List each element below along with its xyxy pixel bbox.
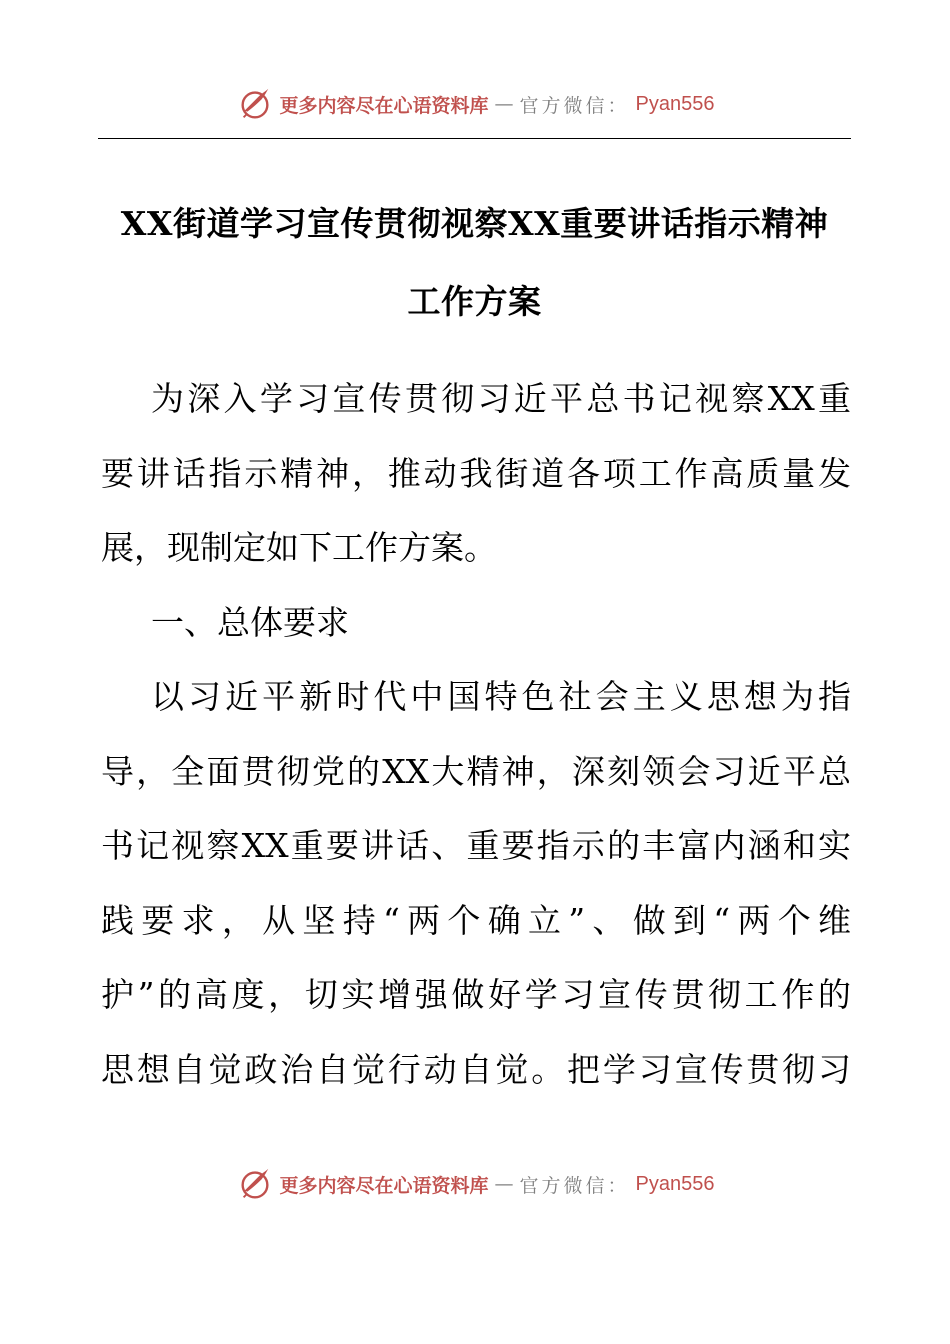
body-line: 展，现制定如下工作方案。: [101, 528, 497, 567]
body-line: 思想自觉政治自觉行动自觉。把学习宣传贯彻习: [101, 1049, 851, 1089]
banner-dash: —: [494, 1173, 514, 1195]
banner-brand-text: 更多内容尽在心语资料库: [279, 1174, 489, 1197]
body-line: 护”的高度，切实增强做好学习宣传贯彻工作的: [101, 975, 851, 1014]
header-banner: [0, 82, 950, 126]
footer-banner: [0, 1162, 950, 1206]
banner-wechat-id: Pyan556: [635, 1172, 715, 1195]
banner-brand-text: 更多内容尽在心语资料库: [279, 94, 489, 117]
banner-wechat-id: Pyan556: [635, 92, 715, 115]
banner-dash: —: [494, 93, 514, 115]
body-line: 导，全面贯彻党的XX大精神，深刻领会习近平总: [101, 751, 851, 791]
book-quill-logo-icon: [236, 85, 274, 123]
header-divider: [98, 138, 851, 139]
body-line: 为深入学习宣传贯彻习近平总书记视察XX重: [151, 379, 851, 418]
book-quill-logo-icon: [236, 1165, 274, 1203]
section-heading: 一、总体要求: [151, 602, 349, 642]
body-line: 以习近平新时代中国特色社会主义思想为指: [151, 677, 851, 716]
document-title-line-1: XX街道学习宣传贯彻视察XX重要讲话指示精神: [120, 204, 829, 243]
body-line: 要讲话指示精神，推动我街道各项工作高质量发: [101, 453, 851, 493]
body-line: 践要求，从坚持“两个确立”、做到“两个维: [101, 900, 851, 940]
banner-slogan: 官方微信：: [519, 94, 630, 117]
body-line: 书记视察XX重要讲话、重要指示的丰富内涵和实: [101, 826, 851, 865]
document-title-line-2: 工作方案: [407, 282, 542, 321]
banner-slogan: 官方微信：: [519, 1174, 630, 1197]
document-body: [101, 362, 851, 1107]
